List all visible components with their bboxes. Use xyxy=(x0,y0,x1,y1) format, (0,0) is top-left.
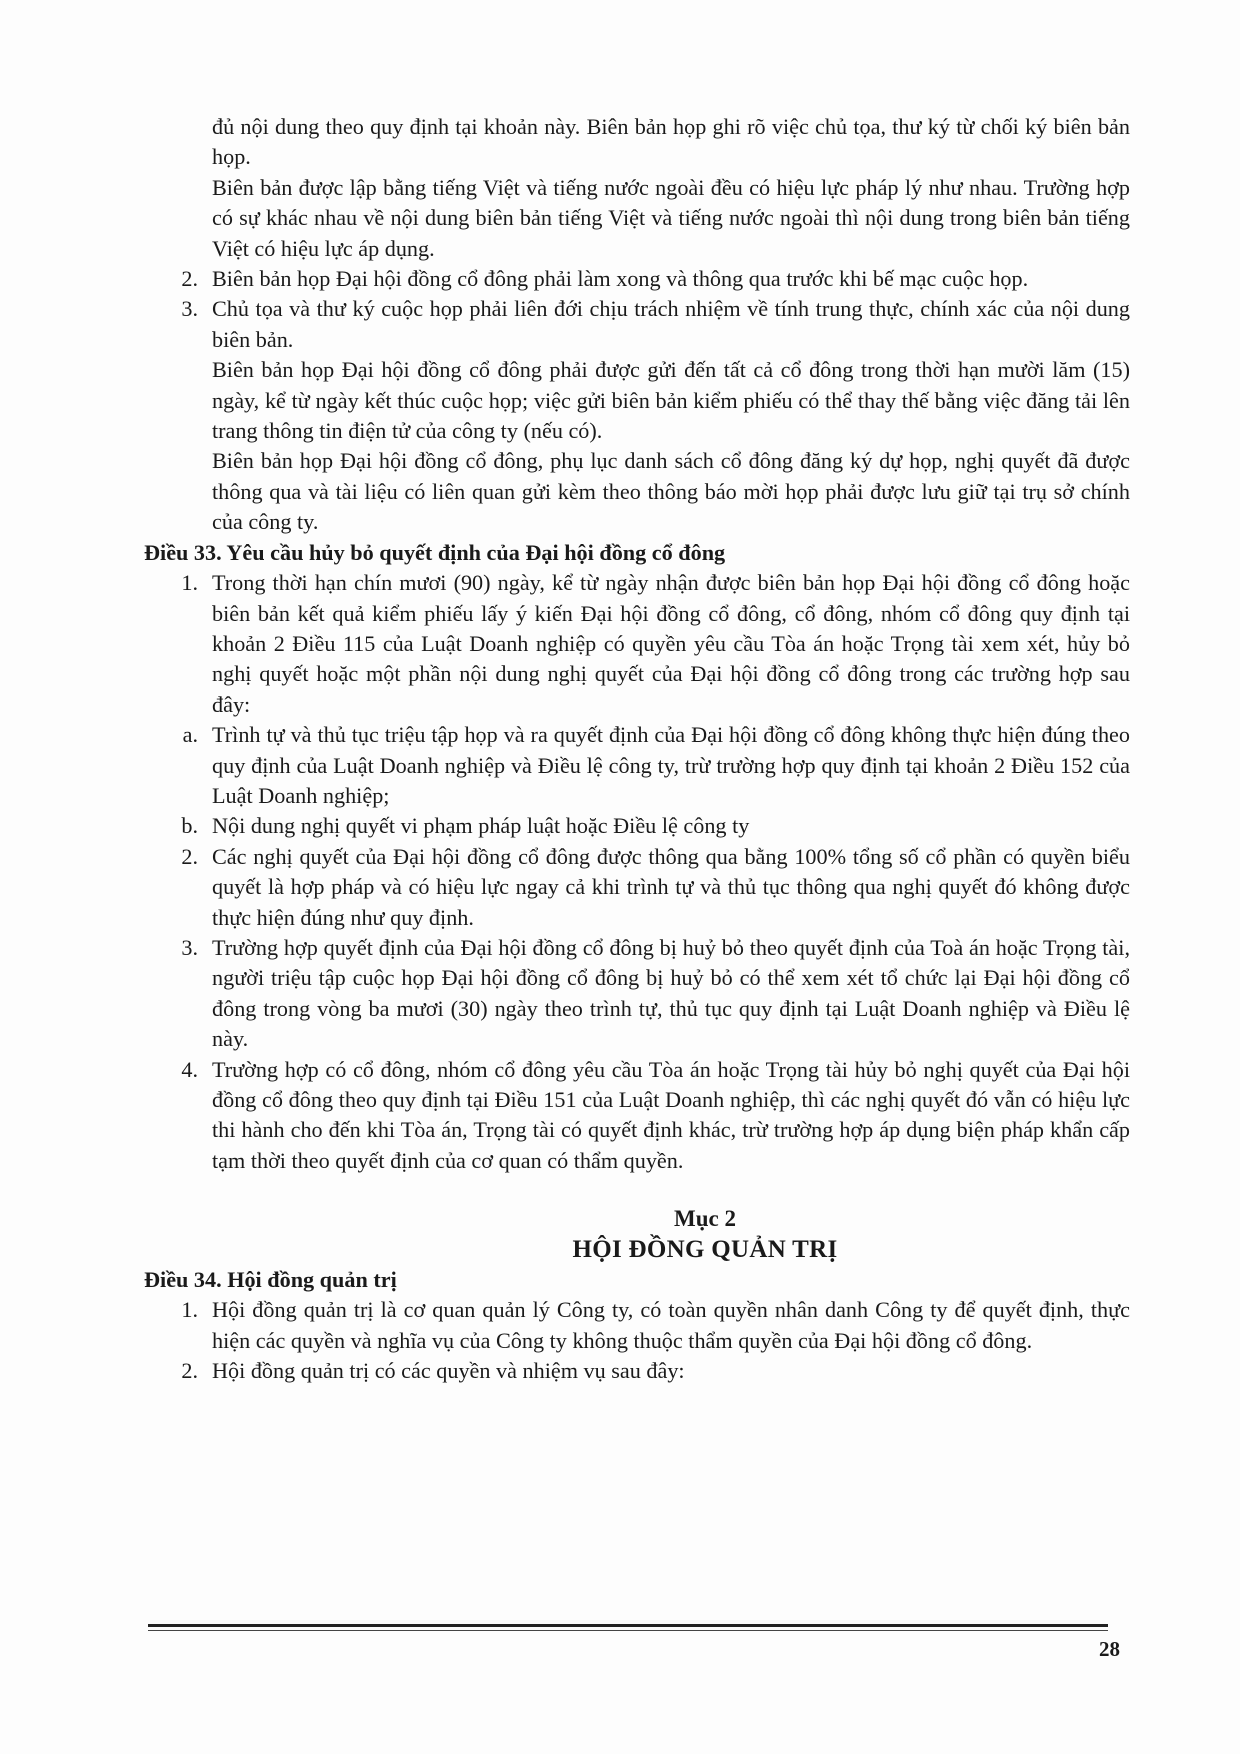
page-number: 28 xyxy=(1099,1637,1120,1661)
article-34-title: Điều 34. Hội đồng quản trị xyxy=(144,1267,397,1293)
section-label: Mục 2 xyxy=(674,1206,736,1232)
paragraph-language: Biên bản được lập bằng tiếng Việt và tiếng nước ngoài đều có hiệu lực pháp lý như nhau. Trường hợp có sự khác nhau về nội dung biên bản tiếng Việt và tiếng nước ngoài thì nội dung trong biên bản tiếng Việt có hiệu lực áp dụng. xyxy=(212,174,1130,261)
section-heading xyxy=(140,1204,1130,1265)
paragraph-continuation: đủ nội dung theo quy định tại khoản này. Biên bản họp ghi rõ việc chủ tọa, thư ký từ chối ký biên bản họp. xyxy=(212,114,1130,170)
paragraph-minutes-sending: Biên bản họp Đại hội đồng cổ đông phải được gửi đến tất cả cổ đông trong thời hạn mười lăm (15) ngày, kể từ ngày kết thúc cuộc họp; việc gửi biên bản kiểm phiếu có thể thay thế bằng việc đăng tải lên trang thông tin điện tử của công ty (nếu có). xyxy=(212,357,1130,444)
list-item xyxy=(140,1356,1130,1386)
list-item xyxy=(140,842,1130,933)
list-item xyxy=(140,720,1130,811)
list-item-text: Trình tự và thủ tục triệu tập họp và ra quyết định của Đại hội đồng cổ đông không thực hiện đúng theo quy định của Luật Doanh nghiệp và Điều lệ công ty, trừ trường hợp quy định tại khoản 2 Điều 152 của Luật Doanh nghiệp; xyxy=(212,722,1130,808)
list-item-number: 1. xyxy=(181,1297,198,1323)
list-item-text: Trường hợp quyết định của Đại hội đồng cổ đông bị huỷ bỏ theo quyết định của Toà án hoặc Trọng tài, người triệu tập cuộc họp Đại hội đồng cổ đông bị huỷ bỏ có thể xem xét tổ chức lại Đại hội đồng cổ đông trong vòng ba mươi (30) ngày theo trình tự, thủ tục quy định tại Luật Doanh nghiệp và Điều lệ này. xyxy=(212,934,1130,1052)
list-item xyxy=(140,811,1130,841)
footer-rule xyxy=(148,1624,1108,1627)
list-item-letter: a. xyxy=(182,722,198,748)
list-item xyxy=(140,264,1130,294)
list-item-text: Hội đồng quản trị có các quyền và nhiệm vụ sau đây: xyxy=(212,1358,685,1384)
list-item-letter: b. xyxy=(181,813,198,839)
list-item-text: Biên bản họp Đại hội đồng cổ đông phải làm xong và thông qua trước khi bế mạc cuộc họp. xyxy=(212,266,1029,292)
list-item xyxy=(140,294,1130,355)
list-item-number: 3. xyxy=(181,934,198,960)
list-item-number: 2. xyxy=(181,1358,198,1384)
article-33-title: Điều 33. Yêu cầu hủy bỏ quyết định của Đại hội đồng cổ đông xyxy=(144,539,726,565)
list-item xyxy=(140,568,1130,720)
list-item-text: Nội dung nghị quyết vi phạm pháp luật hoặc Điều lệ công ty xyxy=(212,813,750,839)
page-content xyxy=(140,112,1130,1387)
list-item-text: Hội đồng quản trị là cơ quan quản lý Công ty, có toàn quyền nhân danh Công ty để quyết định, thực hiện các quyền và nghĩa vụ của Công ty không thuộc thẩm quyền của Đại hội đồng cổ đông. xyxy=(212,1297,1130,1353)
list-item-number: 4. xyxy=(181,1056,198,1082)
list-item xyxy=(140,933,1130,1055)
footer-rule-thin xyxy=(148,1630,1108,1631)
paragraph-minutes-storage: Biên bản họp Đại hội đồng cổ đông, phụ lục danh sách cổ đông đăng ký dự họp, nghị quyết đã được thông qua và tài liệu có liên quan gửi kèm theo thông báo mời họp phải được lưu giữ tại trụ sở chính của công ty. xyxy=(212,448,1130,535)
list-item xyxy=(140,1055,1130,1177)
list-item-text: Chủ tọa và thư ký cuộc họp phải liên đới chịu trách nhiệm về tính trung thực, chính xác của nội dung biên bản. xyxy=(212,296,1130,352)
list-item-text: Các nghị quyết của Đại hội đồng cổ đông được thông qua bằng 100% tổng số cổ phần có quyền biểu quyết là hợp pháp và có hiệu lực ngay cả khi trình tự và thủ tục thông qua nghị quyết đó không được thực hiện đúng như quy định. xyxy=(212,843,1130,930)
list-item-number: 1. xyxy=(181,570,198,596)
list-item-number: 2. xyxy=(181,843,198,869)
list-item-number: 2. xyxy=(181,266,198,292)
list-item-number: 3. xyxy=(181,296,198,322)
list-item xyxy=(140,1295,1130,1356)
section-title: HỘI ĐỒNG QUẢN TRỊ xyxy=(572,1235,838,1263)
list-item-text: Trường hợp có cổ đông, nhóm cổ đông yêu cầu Tòa án hoặc Trọng tài hủy bỏ nghị quyết của Đại hội đồng cổ đông theo quy định tại Điều 151 của Luật Doanh nghiệp, thì các nghị quyết đó vẫn có hiệu lực thi hành cho đến khi Tòa án, Trọng tài có quyết định khác, trừ trường hợp áp dụng biện pháp khẩn cấp tạm thời theo quyết định của cơ quan có thẩm quyền. xyxy=(212,1056,1130,1173)
list-item-text: Trong thời hạn chín mươi (90) ngày, kể từ ngày nhận được biên bản họp Đại hội đồng cổ đông hoặc biên bản kết quả kiểm phiếu lấy ý kiến Đại hội đồng cổ đông, cổ đông, nhóm cổ đông quy định tại khoản 2 Điều 115 của Luật Doanh nghiệp có quyền yêu cầu Tòa án hoặc Trọng tài xem xét, hủy bỏ nghị quyết hoặc một phần nội dung nghị quyết của Đại hội đồng cổ đông trong các trường hợp sau đây: xyxy=(212,570,1130,717)
